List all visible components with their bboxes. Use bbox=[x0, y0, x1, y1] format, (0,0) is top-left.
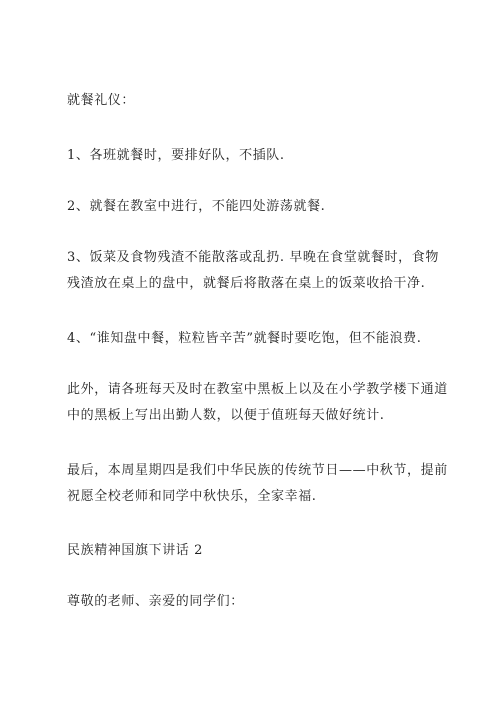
text-line: 祝愿全校老师和同学中秋快乐，全家幸福. bbox=[67, 489, 317, 504]
text-line: 尊敬的老师、亲爱的同学们： bbox=[67, 594, 244, 609]
rule-2-paragraph bbox=[67, 194, 447, 220]
rule-4-paragraph bbox=[67, 326, 447, 352]
text-line: 中的黑板上写出出勤人数，以便于值班每天做好统计. bbox=[67, 408, 385, 423]
text-line: 最后，本周星期四是我们中华民族的传统节日——中秋节，提前 bbox=[67, 463, 448, 478]
text-line: 4、“谁知盘中餐，粒粒皆辛苦”就餐时要吃饱，但不能浪费. bbox=[67, 331, 422, 346]
text-line: 残渣放在桌上的盘中，就餐后将散落在桌上的饭菜收拾干净. bbox=[67, 276, 426, 291]
attendance-paragraph bbox=[67, 377, 447, 429]
rule-1-paragraph bbox=[67, 143, 447, 169]
speech-greeting bbox=[67, 589, 447, 615]
text-line: 2、就餐在教室中进行，不能四处游荡就餐. bbox=[67, 199, 326, 214]
rule-3-paragraph bbox=[67, 245, 447, 297]
text-line: 就餐礼仪： bbox=[67, 93, 136, 108]
heading-dining-etiquette bbox=[67, 88, 447, 114]
text-line: 3、饭菜及食物残渣不能散落或乱扔. 早晚在食堂就餐时，食物 bbox=[67, 250, 439, 265]
text-line: 此外，请各班每天及时在教室中黑板上以及在小学教学楼下通道 bbox=[67, 382, 448, 397]
text-line: 民族精神国旗下讲话 2 bbox=[67, 543, 204, 558]
mid-autumn-paragraph bbox=[67, 458, 447, 510]
text-line: 1、各班就餐时，要排好队，不插队. bbox=[67, 148, 285, 163]
speech-title bbox=[67, 538, 447, 564]
